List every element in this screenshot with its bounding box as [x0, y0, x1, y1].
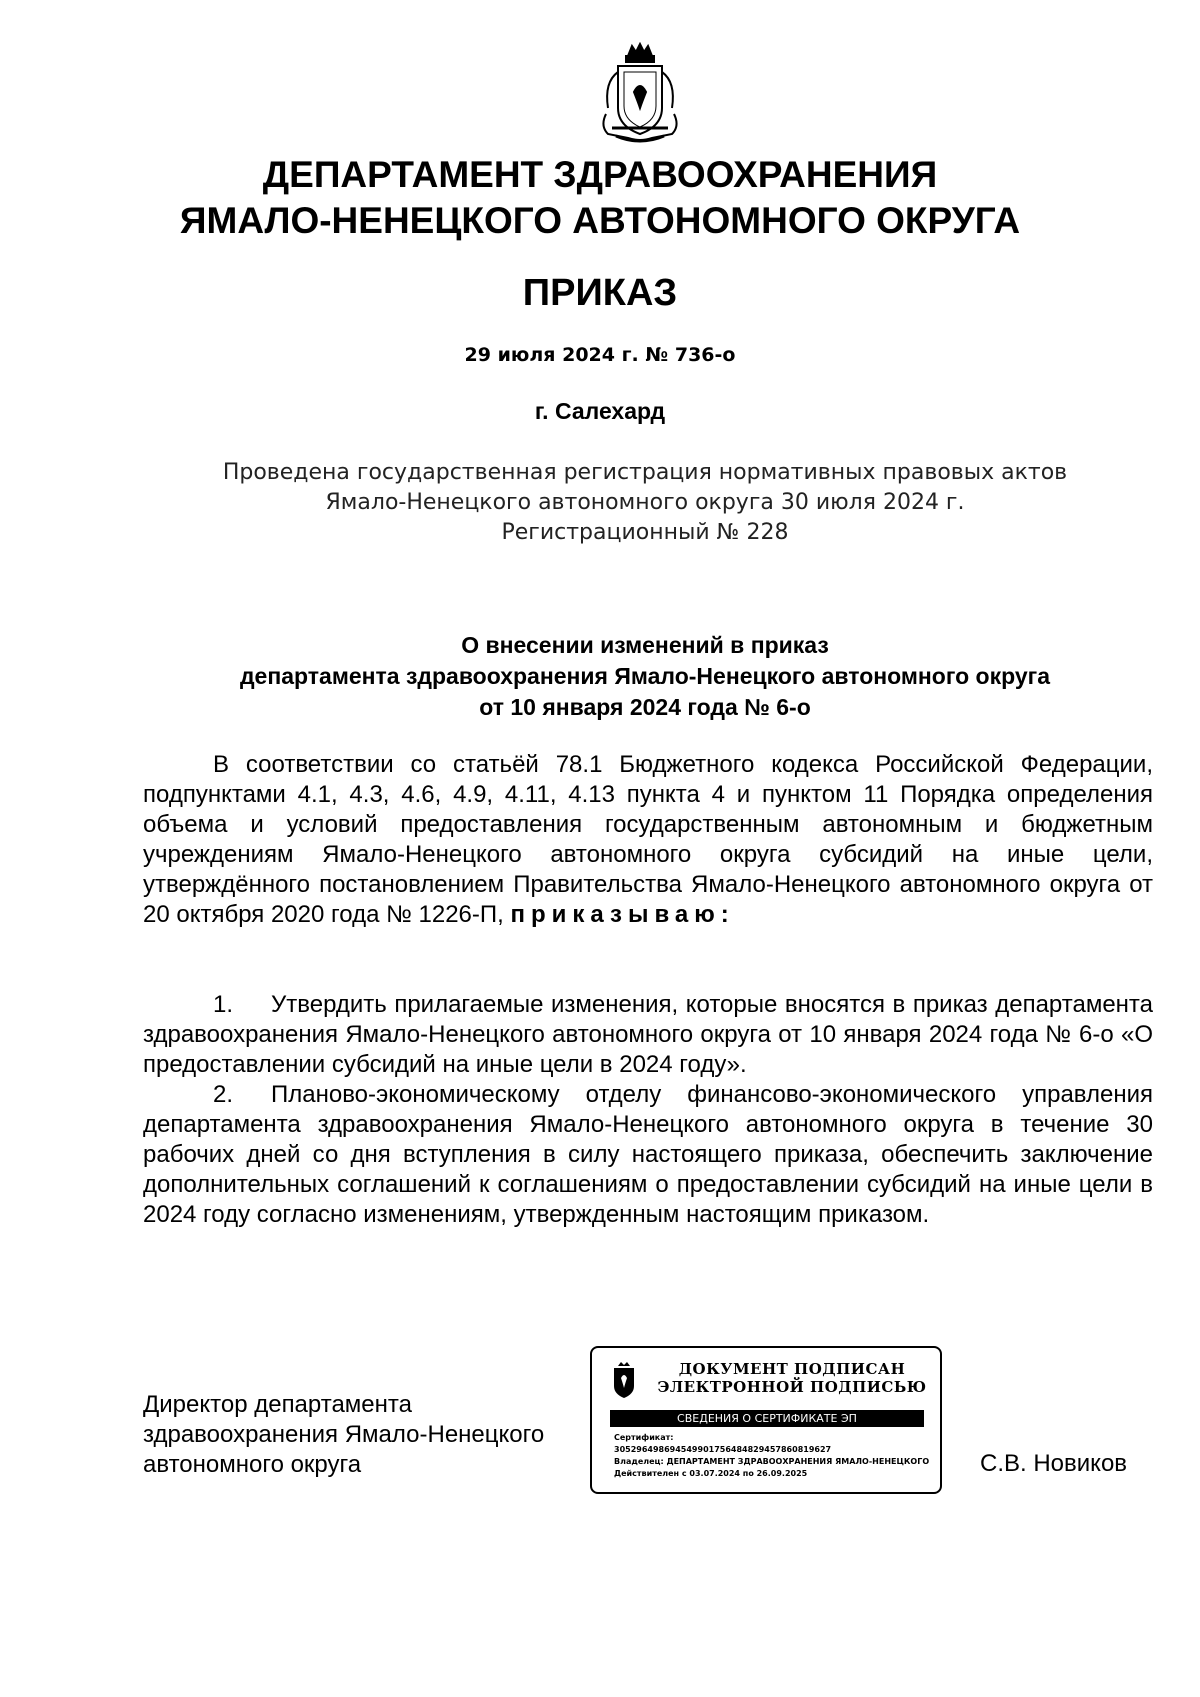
certificate-validity: Действителен с 03.07.2024 по 26.09.2025 — [614, 1469, 808, 1478]
stamp-title-line2: ЭЛЕКТРОННОЙ ПОДПИСЬЮ — [657, 1378, 927, 1396]
signer-position-line1: Директор департамента — [143, 1391, 412, 1418]
department-title-line1: ДЕПАРТАМЕНТ ЗДРАВООХРАНЕНИЯ — [262, 154, 938, 195]
city: г. Салехард — [534, 398, 666, 424]
preamble-text: В соответствии со статьёй 78.1 Бюджетного кодекса Российской Федерации, подпунктами 4.1, 4.3, 4.6, 4.9, 4.11, 4.13 пункта 4 и пунктом 11 Порядка определения объема и условий предоставления государственным автономным и бюджетным учреждениям Ямало-Ненецкого автономного округа субсидий на иные цели, утверждённого постановлением Правительства Ямало-Ненецкого автономного округа от 20 октября 2020 года № 1226-П, — [143, 751, 1153, 928]
signer-position-line2: здравоохранения Ямало-Ненецкого — [143, 1421, 545, 1448]
signer-position-line3: автономного округа — [143, 1451, 362, 1478]
registration-line1: Проведена государственная регистрация нормативных правовых актов — [222, 460, 1068, 485]
coat-of-arms-icon — [598, 42, 682, 146]
department-title-line2: ЯМАЛО-НЕНЕЦКОГО АВТОНОМНОГО ОКРУГА — [179, 200, 1021, 241]
certificate-owner: Владелец: ДЕПАРТАМЕНТ ЗДРАВООХРАНЕНИЯ ЯМАЛО-НЕНЕЦКОГО — [614, 1457, 930, 1466]
preamble-paragraph — [143, 750, 1153, 930]
certificate-label: Сертификат: — [614, 1433, 674, 1442]
subject-line1: О внесении изменений в приказ — [461, 632, 829, 658]
order-subject — [120, 630, 1170, 723]
order-item — [143, 1080, 1153, 1230]
coat-of-arms-icon — [610, 1362, 638, 1400]
department-title — [0, 152, 1200, 244]
subject-line2: департамента здравоохранения Ямало-Ненецкого автономного округа — [239, 663, 1051, 689]
order-items — [143, 990, 1153, 1230]
electronic-signature-stamp — [590, 1346, 942, 1494]
registration-line2: Ямало-Ненецкого автономного округа 30 июля 2024 г. — [325, 490, 965, 515]
signer-name: С.В. Новиков — [980, 1450, 1128, 1477]
registration-line3: Регистрационный № 228 — [501, 520, 789, 545]
certificate-number: 305296498694549901756484829457860819627 — [614, 1445, 832, 1454]
order-word: приказываю: — [510, 901, 735, 928]
certificate-details — [614, 1432, 940, 1480]
subject-line3: от 10 января 2024 года № 6-о — [479, 694, 811, 720]
signer-position — [143, 1390, 544, 1480]
order-item — [143, 990, 1153, 1080]
certificate-info-bar: СВЕДЕНИЯ О СЕРТИФИКАТЕ ЭП — [610, 1410, 924, 1427]
stamp-title — [652, 1360, 932, 1396]
registration-note — [200, 458, 1090, 548]
item-number: 1. — [213, 991, 234, 1018]
item-text: Утвердить прилагаемые изменения, которые вносятся в приказ департамента здравоохранения Ямало-Ненецкого автономного округа от 10 января 2024 года № 6-о «О предоставлении субсидий на иные цели в 2024 году». — [143, 991, 1153, 1078]
item-text: Планово-экономическому отделу финансово-экономического управления департамента здравоохранения Ямало-Ненецкого автономного округа в течение 30 рабочих дней со дня вступления в силу настоящего приказа, обеспечить заключение дополнительных соглашений к соглашениям о предоставлении субсидий на иные цели в 2024 году согласно изменениям, утвержденным настоящим приказом. — [143, 1081, 1153, 1228]
document-type: ПРИКАЗ — [522, 272, 678, 314]
order-date-number: 29 июля 2024 г. № 736-о — [464, 344, 736, 366]
item-number: 2. — [213, 1081, 234, 1108]
stamp-title-line1: ДОКУМЕНТ ПОДПИСАН — [678, 1360, 906, 1378]
